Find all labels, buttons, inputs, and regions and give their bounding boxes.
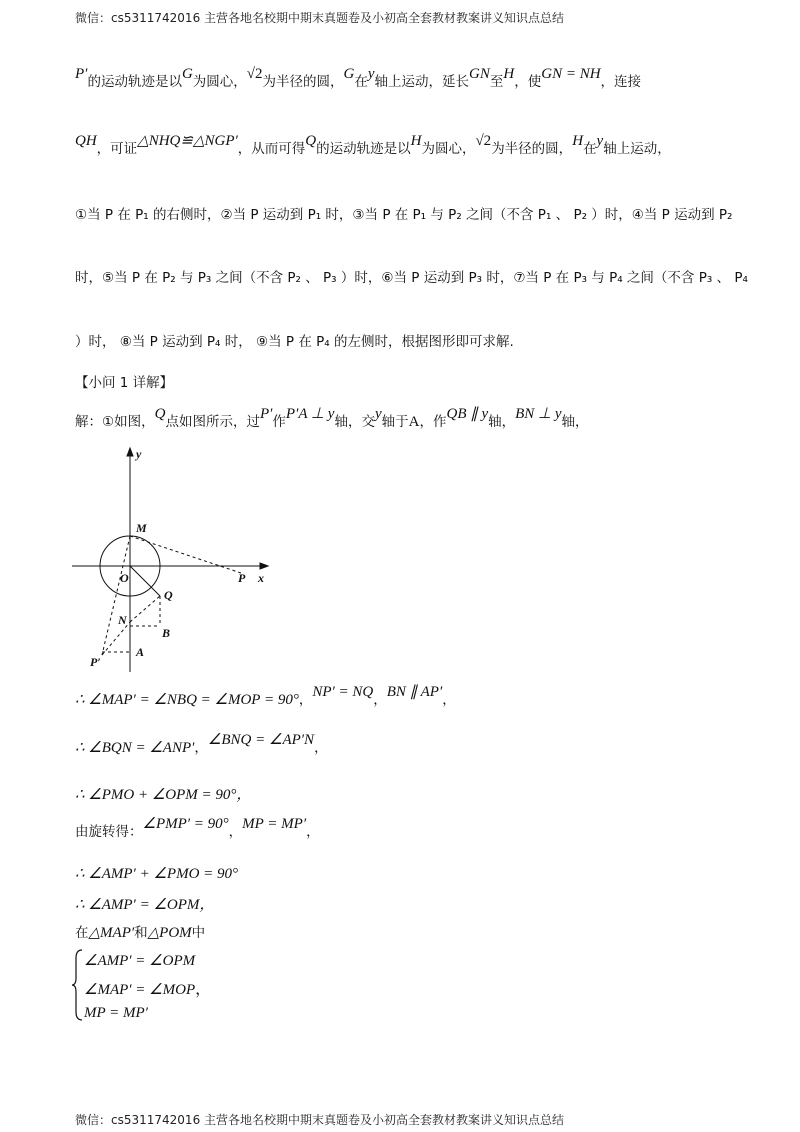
label-x: x: [258, 571, 264, 585]
segment-mp: [130, 536, 244, 574]
step-4: 由旋转得：∠PMP′ = 90°，MP = MP′，: [75, 816, 320, 840]
label-b: B: [162, 626, 171, 640]
step-2: ∴ ∠BQN = ∠ANP′，∠BNQ = ∠AP′N，: [75, 732, 328, 756]
text-line-4: 时，⑤当 P 在 P₂ 与 P₃ 之间（不含 P₂ 、 P₃ ）时，⑥当 P 运动到 P₃ 时，⑦当 P 在 P₃ 与 P₄ 之间（不含 P₃ 、 P₄: [75, 270, 748, 286]
label-p: P: [238, 571, 246, 585]
label-a: A: [136, 645, 145, 659]
section-title: 【小问 1 详解】: [75, 375, 174, 391]
step-7: 在△MAP′和△POM中: [75, 925, 206, 941]
label-pp: P′: [90, 655, 101, 669]
geometry-figure: [68, 446, 288, 676]
text-line-2: QH，可证△NHQ≌△NGP′，从而可得Q的运动轨迹是以H为圆心，√2为半径的圆，H在y轴上运动，: [75, 133, 671, 157]
label-n: N: [118, 613, 127, 627]
segment-nq: [130, 596, 160, 622]
step-3: ∴ ∠PMO + ∠OPM = 90°，: [75, 787, 252, 803]
brace-row-3: MP = MP′: [84, 1005, 148, 1021]
page-footer: 微信：cs5311742016 主营各地名校期中期末真题卷及小初高全套教材教案讲义知识点总结: [75, 1113, 565, 1127]
step-5: ∴ ∠AMP′ + ∠PMO = 90°: [75, 866, 239, 882]
step-6: ∴ ∠AMP′ = ∠OPM，: [75, 897, 215, 913]
x-axis-arrow: [260, 563, 268, 569]
left-brace: [72, 948, 84, 1022]
label-m: M: [136, 521, 147, 535]
brace-row-1: ∠AMP′ = ∠OPM: [84, 953, 196, 969]
brace-row-2: ∠MAP′ = ∠MOP: [84, 982, 196, 998]
label-o: O: [120, 571, 129, 585]
label-q: Q: [164, 588, 173, 602]
label-y: y: [136, 447, 142, 461]
text-line-1: P′的运动轨迹是以G为圆心，√2为半径的圆，G在y轴上运动，延长GN至H，使GN = NH，连接: [75, 66, 642, 90]
y-axis-arrow: [127, 448, 133, 456]
solution-intro: 解：①如图，Q点如图所示，过P′作P′A ⊥ y轴，交y轴于A，作QB ∥ y轴，BN ⊥ y轴，: [75, 406, 589, 430]
page-header: 微信：cs5311742016 主营各地名校期中期末真题卷及小初高全套教材教案讲义知识点总结: [75, 11, 565, 25]
text-line-5: ）时， ⑧当 P 运动到 P₄ 时， ⑨当 P 在 P₄ 的左侧时，根据图形即可求解.: [75, 334, 514, 350]
text-line-3: ①当 P 在 P₁ 的右侧时，②当 P 运动到 P₁ 时，③当 P 在 P₁ 与 P₂ 之间（不含 P₁ 、 P₂ ）时，④当 P 运动到 P₂: [75, 207, 733, 223]
step-1: ∴ ∠MAP′ = ∠NBQ = ∠MOP = 90°，NP′ = NQ，BN ∥ AP′，: [75, 684, 456, 708]
